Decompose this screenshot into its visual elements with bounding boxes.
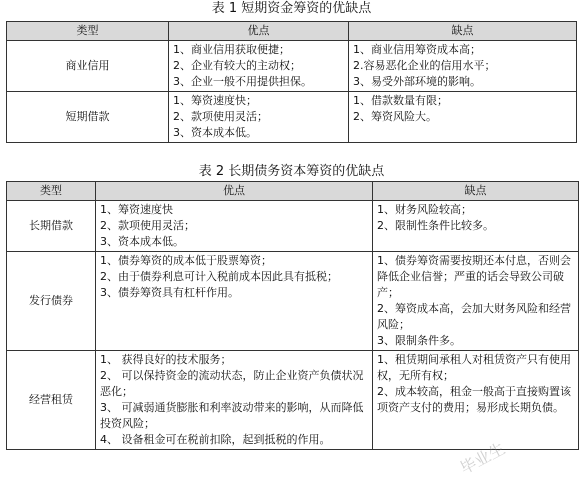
row-pros (169, 41, 349, 92)
row-cons (349, 41, 577, 92)
pros-item: 1、债券筹资的成本低于股票筹资； (100, 254, 272, 267)
header-cons: 缺点 (373, 182, 579, 201)
pros-item: 3、企业一般不用提供担保。 (173, 75, 312, 88)
cons-item: 1、租赁期间承租人对租赁资产只有使用权，无所有权； (377, 353, 571, 382)
row-cons (373, 351, 579, 450)
cons-item: 1、借款数量有限； (353, 94, 448, 107)
table-row (7, 41, 577, 92)
pros-item: 2、款项使用灵活； (173, 110, 268, 123)
pros-item: 1、筹资速度快； (173, 94, 257, 107)
cons-item: 2.容易恶化企业的信用水平； (353, 59, 496, 72)
watermark-logo: 毕业生 (456, 438, 509, 479)
pros-item: 3、债券筹资具有杠杆作用。 (100, 286, 239, 299)
table-row (7, 201, 579, 252)
cons-item: 2、限制性条件比较多。 (377, 219, 494, 232)
cons-item: 3、限制条件多。 (377, 334, 461, 347)
row-cons (349, 92, 577, 143)
cons-item: 3、易受外部环境的影响。 (353, 75, 481, 88)
table-header-row (7, 22, 577, 41)
cons-item: 1、财务风险较高； (377, 203, 472, 216)
long-term-debt-financing-table (6, 181, 579, 450)
pros-item: 3、资本成本低。 (100, 235, 184, 248)
header-pros: 优点 (96, 182, 373, 201)
header-type: 类型 (7, 182, 96, 201)
pros-item: 1、筹资速度快 (100, 203, 173, 216)
row-pros (96, 201, 373, 252)
header-cons: 缺点 (349, 22, 577, 41)
row-pros (96, 351, 373, 450)
pros-item: 3、 可减弱通货膨胀和利率波动带来的影响，从而降低投资风险； (100, 401, 364, 430)
cons-item: 2、成本较高，租金一般高于直接购置该项资产支付的费用；易形成长期负债。 (377, 385, 571, 414)
cons-item: 1、债券筹资需要按期还本付息，否则会降低企业信誉；严重的话会导致公司破产； (377, 254, 571, 299)
row-cons (373, 201, 579, 252)
table-row (7, 252, 579, 351)
table1-caption: 表 1 短期资金筹资的优缺点 (211, 1, 372, 16)
header-pros: 优点 (169, 22, 349, 41)
cons-item: 1、商业信用筹资成本高； (353, 43, 481, 56)
table-row (7, 92, 577, 143)
row-pros (169, 92, 349, 143)
table-header-row (7, 182, 579, 201)
cons-item: 2、筹资风险大。 (353, 110, 437, 123)
row-type: 商业信用 (7, 41, 169, 92)
pros-item: 2、款项使用灵活； (100, 219, 195, 232)
row-type: 发行债券 (7, 252, 96, 351)
row-type: 长期借款 (7, 201, 96, 252)
pros-item: 1、商业信用获取便捷； (173, 43, 290, 56)
row-type: 经营租赁 (7, 351, 96, 450)
short-term-financing-table (6, 21, 577, 143)
pros-item: 1、 获得良好的技术服务； (100, 353, 232, 366)
row-pros (96, 252, 373, 351)
table-row (7, 351, 579, 450)
pros-item: 2、由于债券利息可计入税前成本因此具有抵税； (100, 270, 338, 283)
row-type: 短期借款 (7, 92, 169, 143)
pros-item: 3、资本成本低。 (173, 126, 257, 139)
row-cons (373, 252, 579, 351)
cons-item: 2、筹资成本高，会加大财务风险和经营风险； (377, 302, 571, 331)
pros-item: 2、 可以保持资金的流动状态，防止企业资产负债状况恶化； (100, 369, 364, 398)
header-type: 类型 (7, 22, 169, 41)
table2-caption: 表 2 长期债务资本筹资的优缺点 (198, 164, 385, 179)
pros-item: 4、 设备租金可在税前扣除，起到抵税的作用。 (100, 433, 331, 446)
pros-item: 2、企业有较大的主动权； (173, 59, 301, 72)
